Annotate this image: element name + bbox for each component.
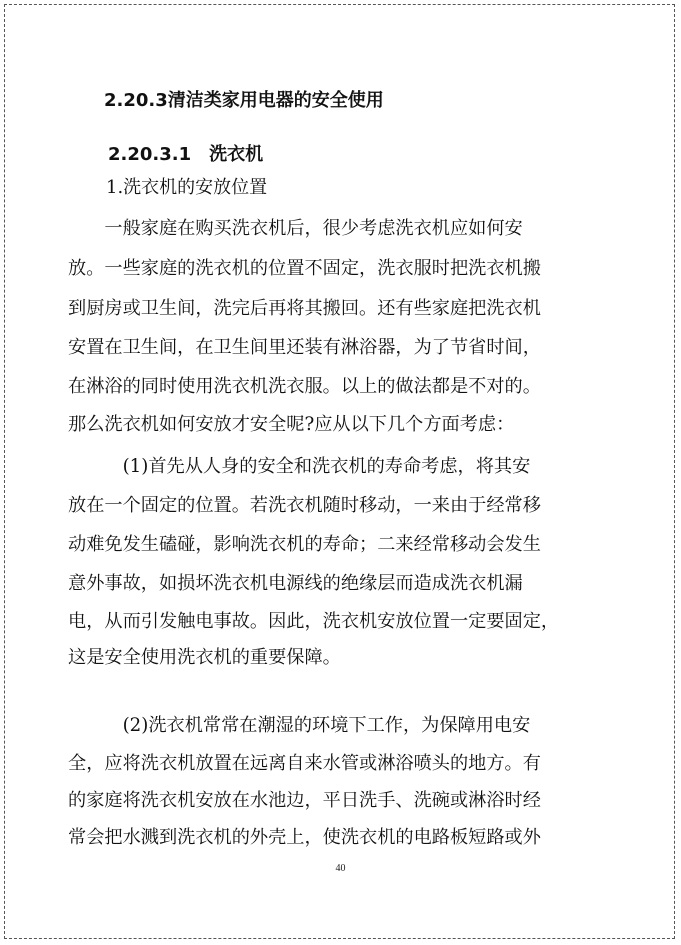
section-title: 2.20.3清洁类家用电器的安全使用 <box>104 90 384 111</box>
subsection-title: 2.20.3.1 洗衣机 <box>108 144 264 165</box>
item-heading: 1.洗衣机的安放位置 <box>106 177 268 198</box>
paragraph-1-line: 到厨房或卫生间，洗完后再将其搬回。还有些家庭把洗衣机 <box>68 298 541 319</box>
paragraph-1-line: 安置在卫生间，在卫生间里还装有淋浴器，为了节省时间， <box>68 337 541 358</box>
paragraph-1-line: 一般家庭在购买洗衣机后，很少考虑洗衣机应如何安 <box>68 218 523 239</box>
paragraph-1-line: 放。一些家庭的洗衣机的位置不固定，洗衣服时把洗衣机搬 <box>68 258 541 279</box>
paragraph-2-line: 放在一个固定的位置。若洗衣机随时移动，一来由于经常移 <box>68 495 541 516</box>
paragraph-3-line: 全，应将洗衣机放置在远离自来水管或淋浴喷头的地方。有 <box>68 753 541 774</box>
paragraph-2-line: 意外事故，如损坏洗衣机电源线的绝缘层而造成洗衣机漏 <box>68 573 523 594</box>
paragraph-2-line: (1)首先从人身的安全和洗衣机的寿命考虑，将其安 <box>68 456 531 477</box>
page-number: 40 <box>335 863 346 874</box>
paragraph-2-line: 电，从而引发触电事故。因此，洗衣机安放位置一定要固定， <box>68 611 560 632</box>
paragraph-2-line: 动难免发生磕碰，影响洗衣机的寿命；二来经常移动会发生 <box>68 534 541 555</box>
paragraph-2-line: 这是安全使用洗衣机的重要保障。 <box>68 647 341 668</box>
paragraph-1-line: 在淋浴的同时使用洗衣机洗衣服。以上的做法都是不对的。 <box>68 376 541 397</box>
paragraph-3-line: 的家庭将洗衣机安放在水池边，平日洗手、洗碗或淋浴时经 <box>68 790 541 811</box>
paragraph-3-line: (2)洗衣机常常在潮湿的环境下工作，为保障用电安 <box>68 715 531 736</box>
paragraph-1-line: 那么洗衣机如何安放才安全呢?应从以下几个方面考虑： <box>68 414 515 435</box>
paragraph-3-line: 常会把水溅到洗衣机的外壳上，使洗衣机的电路板短路或外 <box>68 827 541 848</box>
